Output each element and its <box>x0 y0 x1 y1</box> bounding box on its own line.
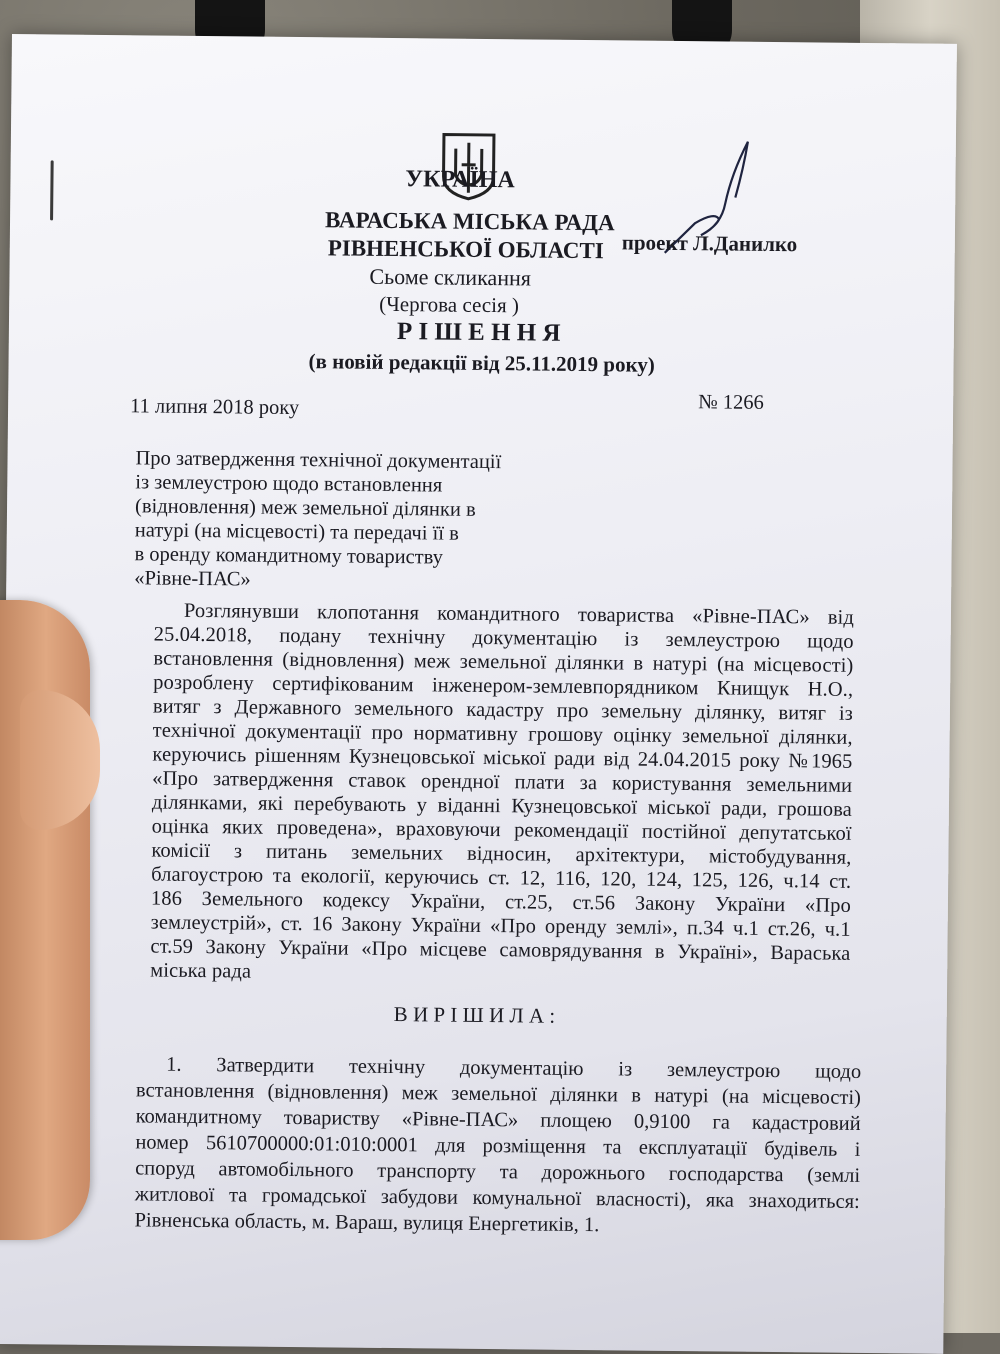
document-sheet <box>0 34 957 1354</box>
preamble-line: 25.04.2018, подану технічну документацію із землеустрою щодо <box>153 623 854 653</box>
preamble-line: міська рада <box>150 959 252 983</box>
item-line: споруд автомобільного транспорту та дорожнього господарства (землі <box>135 1157 861 1187</box>
title-line: Про затвердження технічної документації <box>135 447 502 474</box>
preamble-line: ділянками, які перебувають у віданні Кузнецовської міської ради, грошова <box>151 791 853 821</box>
draft-note: проект Л.Данилко <box>621 230 798 257</box>
document-type-heading: Р І Ш Е Н Н Я <box>396 318 561 347</box>
preamble-line: Розглянувши клопотання командитного товариства «Рівне-ПАС» від <box>183 599 855 629</box>
convocation-line: Сьоме скликання <box>369 263 532 291</box>
title-line: в оренду командитному товариству <box>134 543 444 569</box>
oblast-heading: РІВНЕНСЬКОЇ ОБЛАСТІ <box>327 235 604 264</box>
decision-number: № 1266 <box>698 391 764 414</box>
preamble-line: керуючись рішенням Кузнецовської міської ради від 24.04.2015 року №1965 <box>152 743 853 773</box>
council-heading: ВАРАСЬКА МІСЬКА РАДА <box>324 207 615 236</box>
preamble-line: технічної документації про нормативну грошову оцінку земельної ділянки, <box>152 719 853 749</box>
item-line: номер 5610700000:01:010:0001 для розміщення та експлуатації будівель і <box>135 1131 861 1161</box>
preamble-line: витяг з Державного земельного кадастру про земельну ділянку, витяг із <box>152 695 854 725</box>
preamble-line: розроблену сертифікованим інженером-землевпорядником Книщук Н.О., <box>153 671 854 701</box>
preamble-line: 186 Земельного кодексу України, ст.25, ст.56 Закону України «Про <box>150 887 852 917</box>
decided-heading: В И Р І Ш И Л А : <box>393 1002 556 1028</box>
preamble-line: «Про затвердження ставок орендної плати за користування земельними <box>152 767 853 797</box>
preamble-line: встановлення (відновлення) меж земельної ділянки в натурі (на місцевості) <box>153 647 854 677</box>
preamble-line: комісії з питань земельних відносин, архітектури, містобудування, <box>151 839 852 869</box>
item-line: встановлення (відновлення) меж земельної ділянки в натурі (на місцевості) <box>135 1079 862 1109</box>
item-line: житлової та громадської забудови комунальної власності), яка знаходиться: <box>134 1183 860 1213</box>
edition-line: (в новій редакції від 25.11.2019 року) <box>308 349 655 377</box>
title-line: «Рівне-ПАС» <box>134 567 251 591</box>
staple <box>50 160 54 220</box>
country-heading: УКРАЇНА <box>405 166 515 194</box>
title-line: натурі (на місцевості) та передачі її в <box>134 519 459 545</box>
session-line: (Чергова сесія ) <box>379 291 520 318</box>
item-line: Рівненська область, м. Вараш, вулиця Енергетиків, 1. <box>134 1209 600 1237</box>
item-line: 1. Затвердити технічну документацію із землеустрою щодо <box>166 1053 862 1083</box>
preamble-line: ст.59 Закону України «Про місцеве самоврядування в Україні», Вараська <box>150 935 851 965</box>
preamble-line: благоустрою та екології, керуючись ст. 12, 116, 120, 124, 125, 126, ч.14 ст. <box>151 863 852 893</box>
preamble-line: землеустрій», ст. 16 Закону України «Про оренду землі», п.34 ч.1 ст.26, ч.1 <box>150 911 851 941</box>
title-line: (відновлення) меж земельної ділянки в <box>134 495 476 521</box>
decision-date: 11 липня 2018 року <box>129 395 300 420</box>
item-line: командитному товариству «Рівне-ПАС» площею 0,9100 га кадастровий <box>135 1105 861 1135</box>
preamble-line: оцінка яких проведена», враховуючи рекомендації постійної депутатської <box>151 815 852 845</box>
title-line: із землеустрою щодо встановлення <box>135 471 443 497</box>
